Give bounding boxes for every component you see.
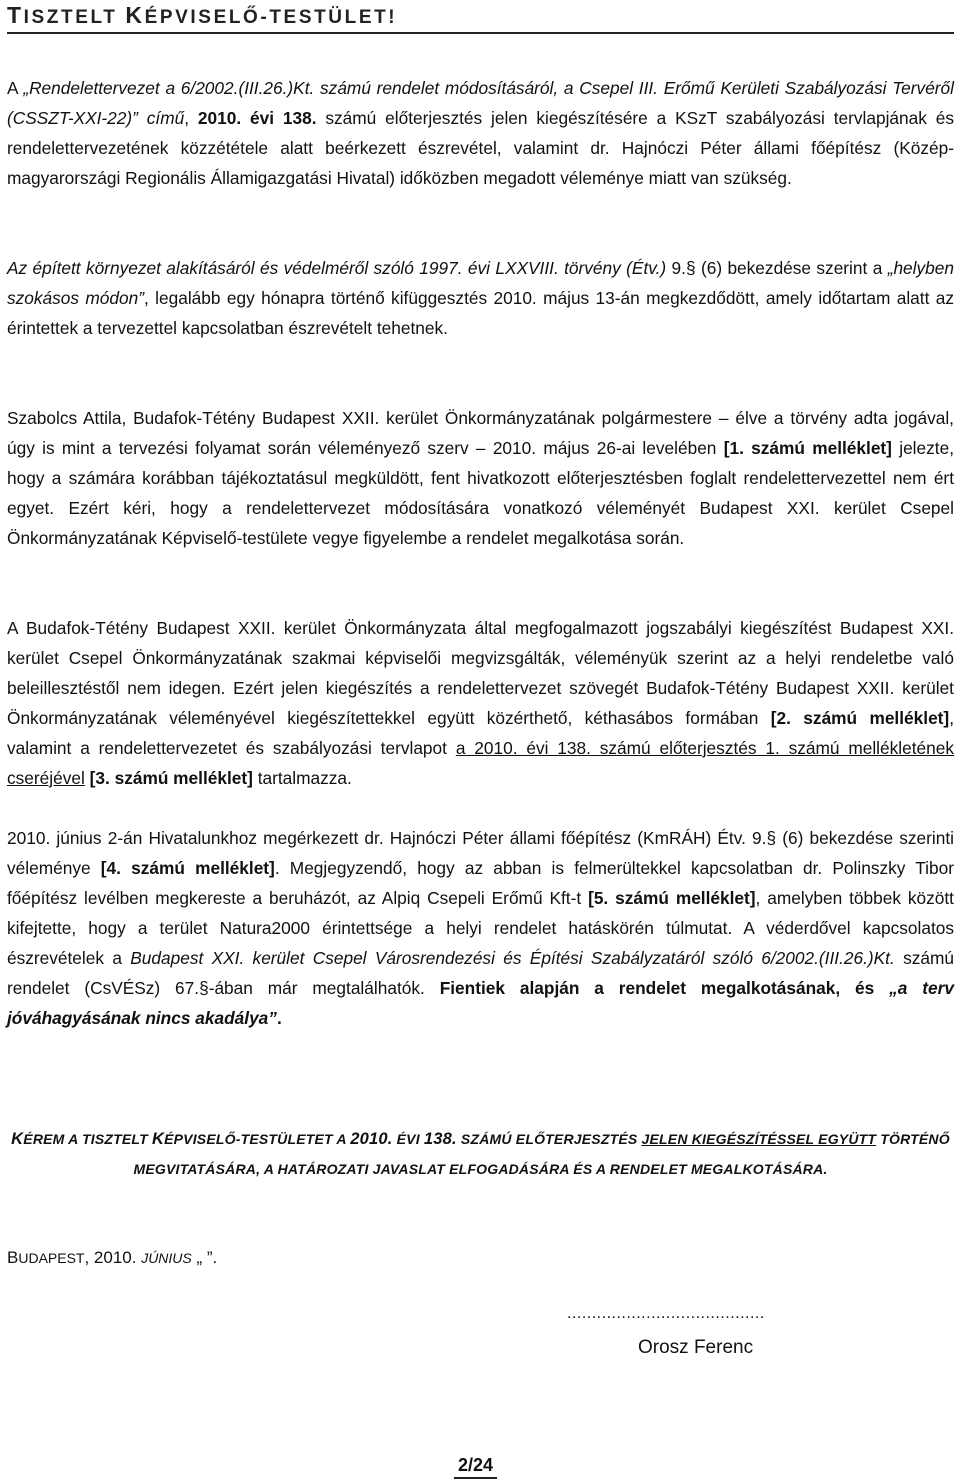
header-initial: K — [125, 2, 145, 28]
law-citation: Az épített környezet alakításáról és védelméről szóló 1997. évi LXXVIII. törvény (Étv.) — [7, 258, 667, 278]
replacement-reference: a 2010. évi 138. számú előterjesztés 1. számú mellékletének cseréjével — [7, 738, 954, 788]
signature-line: ........................................ — [567, 1305, 765, 1322]
underlined-phrase: JELEN KIEGÉSZÍTÉSSEL EGYÜTT — [641, 1131, 877, 1147]
paragraph-intro: A „Rendelettervezet a 6/2002.(III.26.)Kt. számú rendelet módosításáról, a Csepel III. Erőmű Kerületi Szabályozási Tervéről (CSSZT-XXI-22)” című, 2010. évi 138. számú előterjesztés jelen kiegészítésére a KSzT szabályozási tervlapjának és rendelettervezetének közzététele alatt beérkezett észrevétel, valamint dr. Hajnóczi Péter állami főépítész (Közép-magyarországi Regionális Államigazgatási Hivatal) időközben megadott véleménye miatt van szükség. — [7, 78, 955, 188]
header-initial: T — [7, 2, 24, 28]
annex-reference: [5. számú melléklet] — [588, 888, 756, 908]
paragraph-legal-basis: Az épített környezet alakításáról és védelméről szóló 1997. évi LXXVIII. törvény (Étv.) 9.§ (6) bekezdése szerint a „helyben szokásos módon”, legalább egy hónapra történő kifüggesztés 2010. május 13-án megkezdődött, amely időtartam alatt az érintettek a tervezettel kapcsolatban észrevételt tehetnek. — [7, 258, 954, 338]
resolution-request: KÉREM A TISZTELT KÉPVISELŐ-TESTÜLETET A 2010. ÉVI 138. SZÁMÚ ELŐTERJESZTÉS JELEN KIEGÉSZÍTÉSSEL EGYÜTT TÖRTÉNŐ MEGVITATÁSÁRA, A HATÁROZATI JAVASLAT ELFOGADÁSÁRA ÉS A RENDELET MEGALKOTÁSÁRA. — [11, 1130, 950, 1177]
paragraph-amendment: A Budafok-Tétény Budapest XXII. kerület Önkormányzata által megfogalmazott jogszabályi kiegészítést Budapest XXI. kerület Csepel Önkormányzatának szakmai képviselői megvizsgálták, véleményük szerint az a helyi rendeletbe való beleillesztéstől nem idegen. Ezért jelen kiegészítés a rendelettervezet szövegét Budafok-Tétény Budapest XXII. kerület Önkormányzatának véleményével kiegészítettekkel együtt közérthető, kéthasábos formában [2. számú melléklet], valamint a rendelettervezetet és szabályozási tervlapot a 2010. évi 138. számú előterjesztés 1. számú mellékletének cseréjével [3. számú melléklet] tartalmazza. — [7, 618, 954, 788]
annex-reference: [3. számú melléklet] — [89, 768, 253, 788]
regulation-citation: Budapest XXI. kerület Csepel Városrendezési és Építési Szabályzatáról szóló 6/2002.(III.26.)Kt. — [130, 948, 895, 968]
quoted-phrase: „helyben szokásos módon” — [7, 258, 954, 308]
annex-reference: [4. számú melléklet] — [100, 858, 275, 878]
header-text: ISZTELT — [23, 7, 126, 28]
annex-reference: [2. számú melléklet] — [770, 708, 950, 728]
page-number: 2/24 — [454, 1455, 497, 1479]
document-title-citation: „Rendelettervezet a 6/2002.(III.26.)Kt. számú rendelet módosításáról, a Csepel III. Erőmű Kerületi Szabályozási Tervéről (CSSZT-XXI-22)” című — [7, 78, 955, 128]
page-header-title — [7, 2, 954, 34]
document-page — [7, 0, 954, 1482]
annex-reference: [1. számú melléklet] — [723, 438, 892, 458]
proposal-number: 2010. évi 138. — [197, 108, 317, 128]
header-text: ÉPVISELŐ-TESTÜLET! — [144, 7, 398, 28]
paragraph-mayor-objection: Szabolcs Attila, Budafok-Tétény Budapest XXII. kerület Önkormányzatának polgármestere – élve a törvény adta jogával, úgy is mint a tervezési folyamat során véleményező szerv – 2010. május 26-ai levelében [1. számú melléklet] jelezte, hogy a számára korábban tájékoztatásul megküldött, fent hivatkozott előterjesztésben foglalt rendelettervezettel nem ért egyet. Ezért kéri, hogy a rendelettervezet módosítására vonatkozó véleményét Budapest XXI. kerület Csepel Önkormányzatának Képviselő-testülete vegye figyelembe a rendelet megalkotása során. — [7, 408, 954, 548]
paragraph-architect-opinion: 2010. június 2-án Hivatalunkhoz megérkezett dr. Hajnóczi Péter állami főépítész (KmRÁH) Étv. 9.§ (6) bekezdése szerinti véleménye [4. számú melléklet]. Megjegyzendő, hogy az abban is felmerültekkel kapcsolatban dr. Polinszky Tibor főépítész levélben megkereste a beruházót, az Alpiq Csepeli Erőmű Kft-t [5. számú melléklet], amelyben többek között kifejtette, hogy a terület Natura2000 érintettsége a helyi rendelet hatáskörén túlmutat. A véderdővel kapcsolatos észrevételek a Budapest XXI. kerület Csepel Városrendezési és Építési Szabályzatáról szóló 6/2002.(III.26.)Kt. számú rendelet (CsVÉSz) 67.§-ában már megtalálhatók. Fientiek alapján a rendelet megalkotásának, és „a terv jóváhagyásának nincs akadálya”. — [7, 828, 954, 1028]
signer-name: Orosz Ferenc — [638, 1337, 754, 1358]
place-and-date: BUDAPEST, 2010. JÚNIUS „ ”. — [7, 1248, 218, 1267]
conclusion-quote: „a terv jóváhagyásának nincs akadálya” — [7, 978, 954, 1028]
conclusion-text: Fientiek alapján a rendelet megalkotásának, és — [439, 978, 890, 998]
